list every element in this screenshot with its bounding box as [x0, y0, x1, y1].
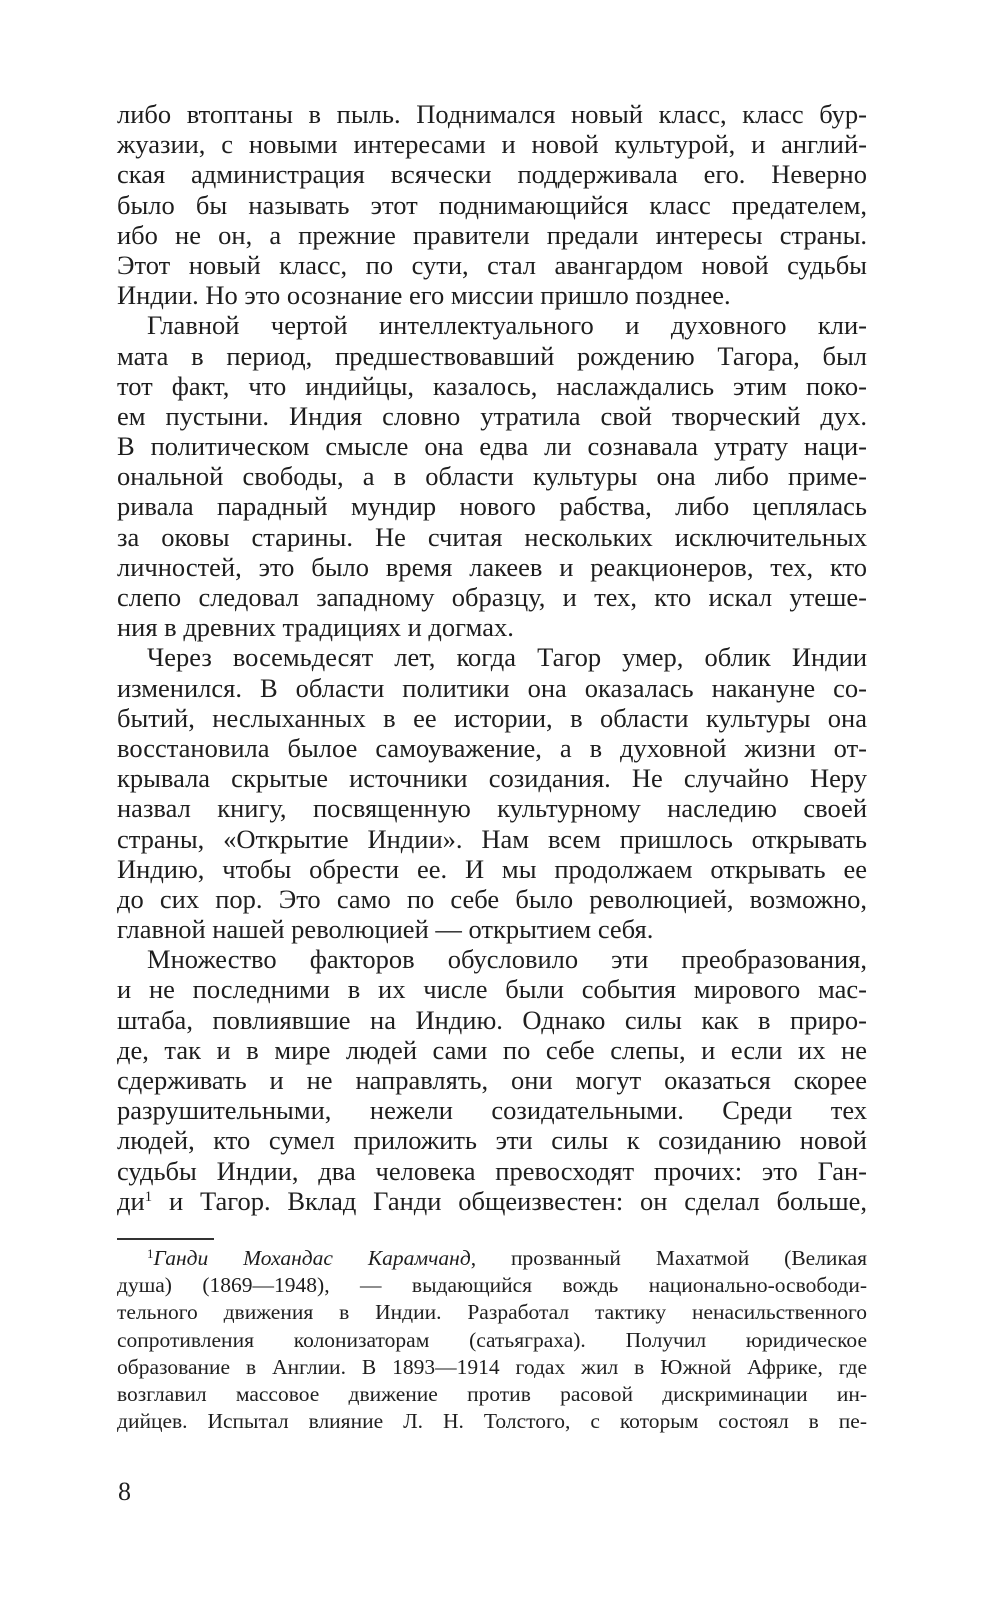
- text-line: ния в древних традициях и догмах.: [117, 612, 514, 643]
- text-line: ем пустыни. Индия словно утратила свой творческий дух.: [117, 400, 867, 431]
- text-line: Индию, чтобы обрести ее. И мы продолжаем открывать ее: [117, 853, 867, 884]
- text-line: Через восемьдесят лет, когда Тагор умер, облик Индии: [147, 642, 867, 673]
- footnote-line: образование в Англии. В 1893—1914 годах жил в Южной Африке, где: [117, 1354, 867, 1379]
- text-line: главной нашей революцией — открытием себя.: [117, 914, 654, 945]
- text-line: либо втоптаны в пыль. Поднимался новый класс, класс бур-: [117, 99, 867, 129]
- text-line: слепо следовал западному образцу, и тех, кто искал утеше-: [117, 582, 867, 612]
- text-line: до сих пор. Это само по себе было революцией, возможно,: [117, 883, 867, 914]
- footnote-divider: [117, 1238, 214, 1240]
- footnote: [117, 1245, 867, 1435]
- text-line: Индии. Но это осознание его миссии пришло позднее.: [117, 280, 731, 311]
- text-line: сдерживать и не направлять, они могут оказаться скорее: [117, 1065, 867, 1095]
- footnote-line: сопротивления колонизаторам (сатьяграха). Получил юридическое: [117, 1327, 867, 1352]
- text-line: ональной свободы, а в области культуры она либо приме-: [117, 461, 867, 492]
- text-line: назвал книгу, посвященную культурному наследию своей: [117, 793, 867, 824]
- text-line: жуазии, с новыми интересами и новой культурой, и англий-: [117, 129, 867, 160]
- footnote-line: возглавил массовое движение против расовой дискриминации ин-: [117, 1381, 867, 1406]
- footnote-line: [117, 1245, 867, 1272]
- text-line: за оковы старины. Не считая нескольких исключительных: [117, 521, 867, 552]
- footnote-line: душа) (1869—1948), — выдающийся вождь национально-освободи-: [117, 1273, 867, 1298]
- text-line: разрушительными, нежели созидательными. Среди тех: [117, 1095, 867, 1126]
- footnote-line: дийцев. Испытал влияние Л. Н. Толстого, с которым состоял в пе-: [117, 1409, 867, 1434]
- text-line: восстановила былое самоуважение, а в духовной жизни от-: [117, 732, 867, 763]
- footnote-line: тельного движения в Индии. Разработал тактику ненасильственного: [117, 1300, 867, 1325]
- text-line: ская администрация всячески поддерживала его. Неверно: [117, 159, 867, 190]
- footnote-text: , прозванный Махатмой (Великая: [470, 1246, 867, 1270]
- text-line: Множество факторов обусловило эти преобразования,: [147, 944, 867, 975]
- text-line: тот факт, что индийцы, казалось, наслаждались этим поко-: [117, 370, 867, 401]
- footnote-marker: 1: [147, 1246, 154, 1261]
- body-text: [117, 99, 867, 1216]
- footnote-name: Ганди Мохандас Карамчанд: [153, 1246, 471, 1270]
- text-line: ривала парадный мундир нового рабства, либо цеплялась: [117, 491, 867, 522]
- text-fragment: и Тагор. Вклад Ганди общеизвестен: он сделал больше,: [152, 1185, 867, 1216]
- text-line: мата в период, предшествовавший рождению Тагора, был: [117, 340, 867, 371]
- text-line: штаба, повлиявшие на Индию. Однако силы как в приро-: [117, 1004, 867, 1035]
- text-line: ибо не он, а прежние правители предали интересы страны.: [117, 219, 867, 250]
- text-line: крывала скрытые источники созидания. Не случайно Неру: [117, 763, 867, 794]
- text-line: страны, «Открытие Индии». Нам всем пришлось открывать: [117, 823, 867, 854]
- text-line: де, так и в мире людей сами по себе слепы, и если их не: [117, 1034, 867, 1065]
- text-line: было бы называть этот поднимающийся класс предателем,: [117, 189, 867, 220]
- text-line: личностей, это было время лакеев и реакционеров, тех, кто: [117, 551, 867, 582]
- text-line: Этот новый класс, по сути, стал авангардом новой судьбы: [117, 249, 867, 280]
- page-number: 8: [118, 1477, 131, 1506]
- text-line: судьбы Индии, два человека превосходят прочих: это Ган-: [117, 1155, 867, 1186]
- text-line: В политическом смысле она едва ли сознавала утрату наци-: [117, 431, 867, 462]
- text-line: [117, 1186, 867, 1216]
- text-line: бытий, неслыханных в ее истории, в области культуры она: [117, 702, 867, 733]
- text-line: и не последними в их числе были события мирового мас-: [117, 974, 867, 1005]
- text-line: людей, кто сумел приложить эти силы к созиданию новой: [117, 1125, 867, 1156]
- text-line: изменился. В области политики она оказалась накануне со-: [117, 672, 867, 703]
- footnote-reference[interactable]: 1: [144, 1188, 153, 1205]
- text-line: Главной чертой интеллектуального и духовного кли-: [147, 310, 867, 341]
- text-fragment: ди: [117, 1185, 145, 1216]
